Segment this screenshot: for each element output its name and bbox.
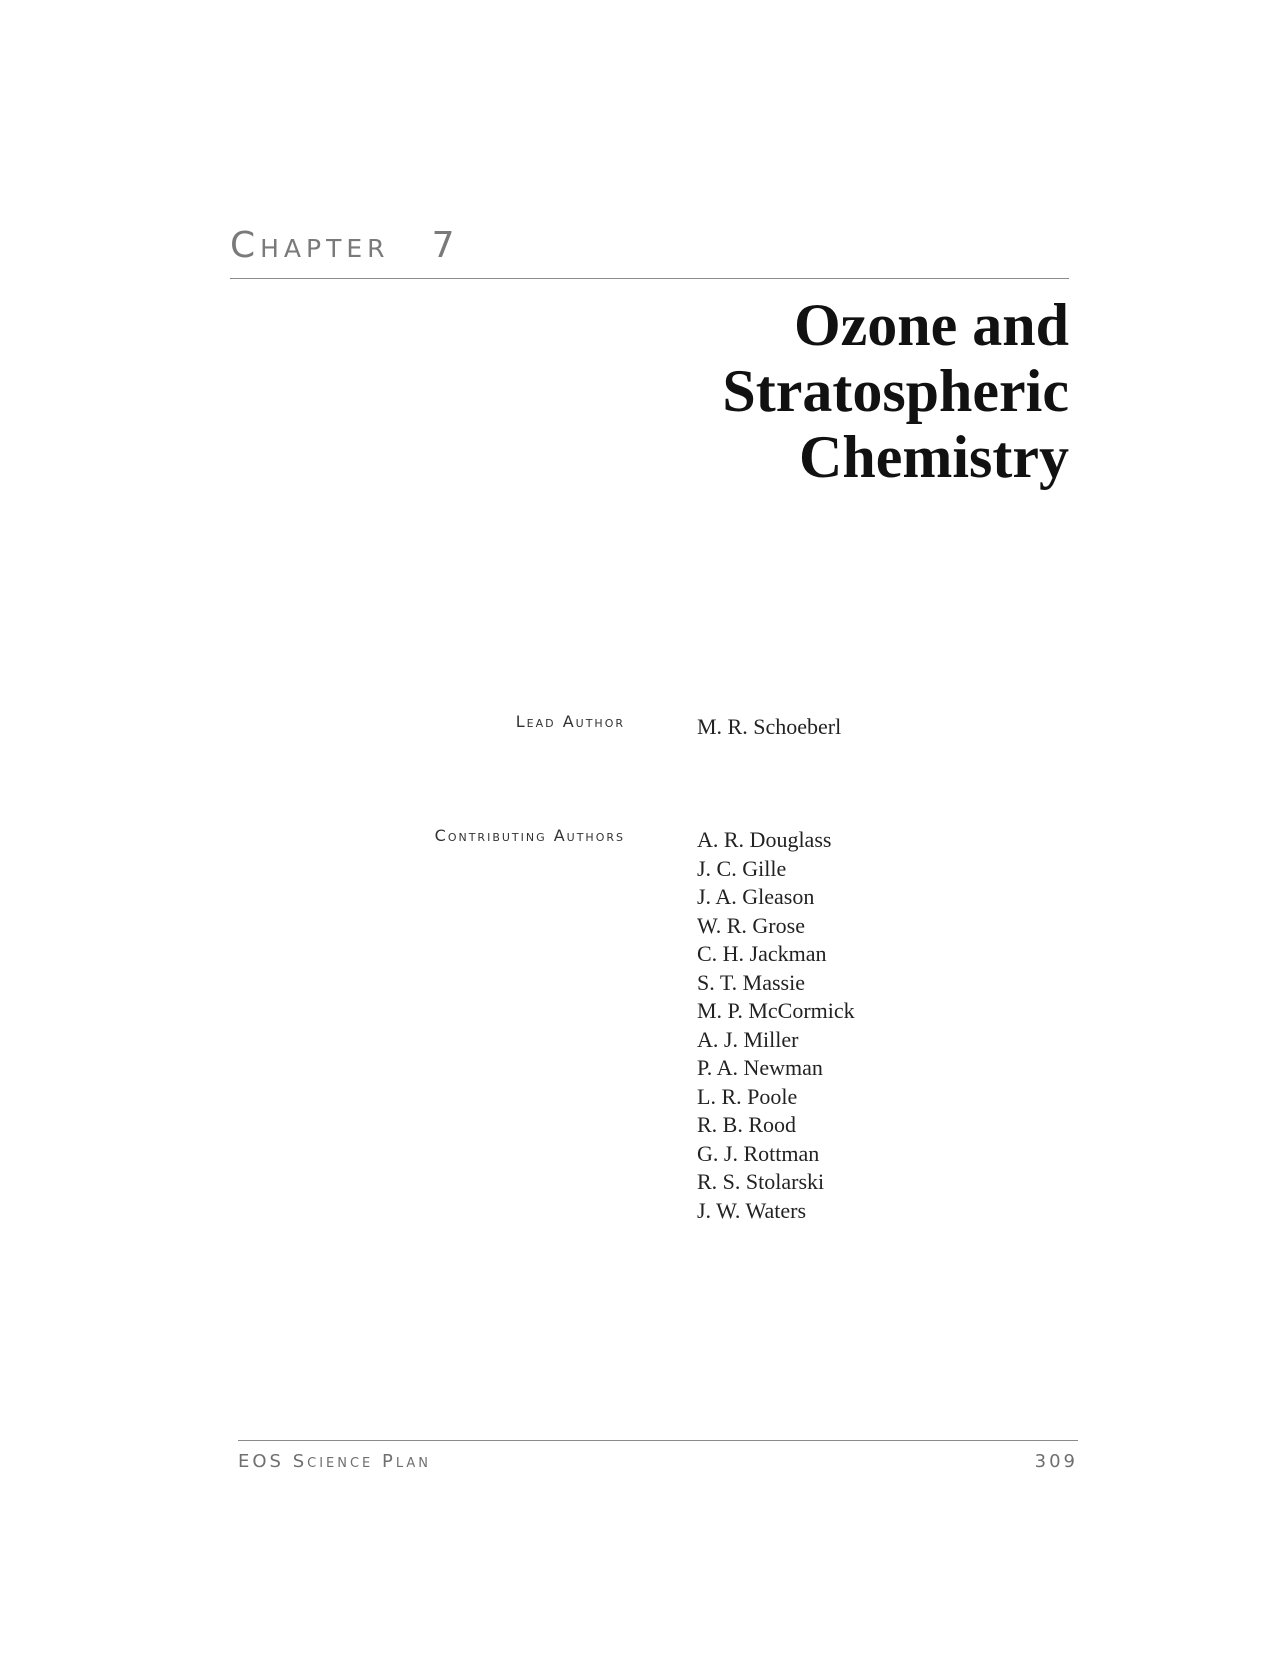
author-item: R. B. Rood <box>697 1112 797 1137</box>
chapter-title <box>722 292 1069 490</box>
title-line: Ozone and <box>793 292 1069 358</box>
chapter-rule <box>230 278 1069 279</box>
author-item: A. J. Miller <box>697 1026 799 1052</box>
author-item: P. A. Newman <box>697 1055 823 1080</box>
author-item: J. C. Gille <box>697 855 787 881</box>
author-item: A. R. Douglass <box>697 827 832 852</box>
contributing-authors-list <box>697 826 855 1225</box>
footer-rule <box>238 1440 1078 1441</box>
contributing-authors-label: Contributing Authors <box>434 826 625 845</box>
page-number: 309 <box>1034 1451 1078 1472</box>
chapter-heading <box>230 225 460 266</box>
author-item: M. P. McCormick <box>697 998 855 1023</box>
author-item: R. S. Stolarski <box>697 1169 825 1194</box>
author-item: C. H. Jackman <box>697 941 827 966</box>
lead-author-name: M. R. Schoeberl <box>697 714 842 739</box>
title-line: Chemistry <box>799 424 1069 490</box>
chapter-number: 7 <box>431 225 460 266</box>
author-item: L. R. Poole <box>697 1083 798 1109</box>
author-item: J. W. Waters <box>697 1197 807 1223</box>
author-item: J. A. Gleason <box>697 884 815 909</box>
author-item: W. R. Grose <box>697 912 805 938</box>
chapter-label: Chapter <box>230 225 390 266</box>
author-item: S. T. Massie <box>697 969 805 995</box>
author-item: G. J. Rottman <box>697 1140 820 1166</box>
lead-author-label: Lead Author <box>515 712 625 731</box>
footer-publication: EOS Science Plan <box>238 1451 431 1472</box>
title-line: Stratospheric <box>722 358 1069 424</box>
